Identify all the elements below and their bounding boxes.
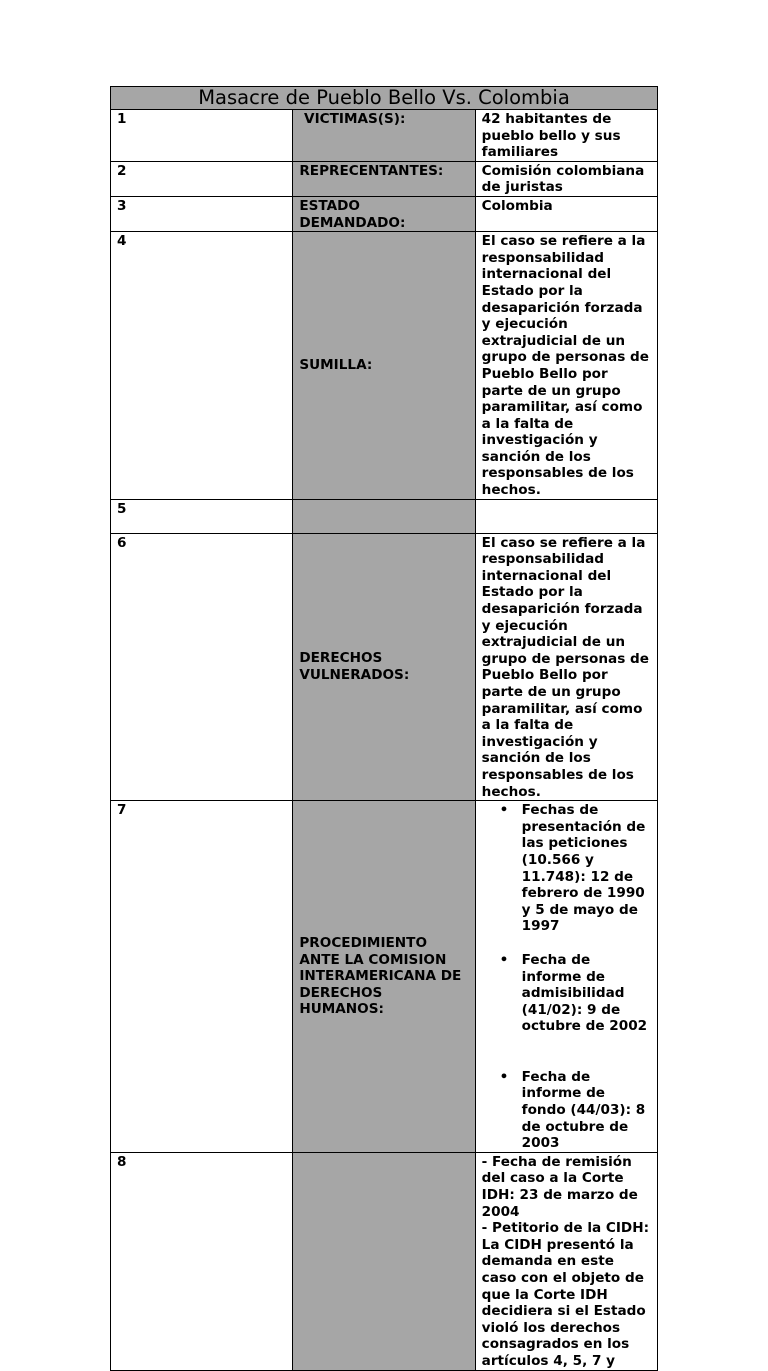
row-number: 5	[111, 499, 293, 533]
bullet-text: Fecha de informe de admisibilidad (41/02): 9 de octubre de 2002	[521, 951, 648, 1035]
row-value: 42 habitantes de pueblo bello y sus familiares	[475, 110, 657, 162]
table-row	[111, 110, 658, 162]
row-label: PROCEDIMIENTO ANTE LA COMISION INTERAMERICANA DE DERECHOS HUMANOS:	[293, 801, 475, 1153]
row-number: 3	[111, 196, 293, 231]
row-number: 2	[111, 161, 293, 196]
bullet-text: Fechas de presentación de las peticiones (10.566 y 11.748): 12 de febrero de 1990 y 5 de mayo de 1997	[521, 802, 646, 935]
case-title: Masacre de Pueblo Bello Vs. Colombia	[111, 87, 658, 110]
bullet-icon: •	[499, 951, 509, 968]
text-line: - Fecha de remisión del caso a la Corte IDH: 23 de marzo de 2004	[481, 1153, 638, 1220]
table-row	[111, 161, 658, 196]
row-value: Comisión colombiana de juristas	[475, 161, 657, 196]
row-label	[293, 1152, 475, 1370]
row-number: 4	[111, 232, 293, 500]
table-row	[111, 232, 658, 500]
table-row	[111, 1152, 658, 1370]
row-value	[475, 801, 657, 1153]
table-row	[111, 801, 658, 1153]
row-label: SUMILLA:	[293, 232, 475, 500]
row-label: ESTADO DEMANDADO:	[293, 196, 475, 231]
bullet-list	[476, 802, 653, 1152]
row-value	[475, 499, 657, 533]
table-row	[111, 196, 658, 231]
list-item	[499, 802, 653, 935]
bullet-icon: •	[499, 802, 509, 819]
case-table	[110, 86, 658, 1371]
row-label: REPRECENTANTES:	[293, 161, 475, 196]
list-item	[499, 1068, 653, 1152]
table-row	[111, 533, 658, 801]
bullet-icon: •	[499, 1068, 509, 1085]
row-value: Colombia	[475, 196, 657, 231]
text-line: - Petitorio de la CIDH: La CIDH presentó la demanda en este caso con el objeto de que la Corte IDH decidiera si el Estado violó los derechos consagrados en los artículos 4, 5, 7 y	[481, 1220, 650, 1369]
table-row	[111, 499, 658, 533]
row-value	[475, 1152, 657, 1370]
row-label	[293, 499, 475, 533]
row-label: VICTIMAS(S):	[293, 110, 475, 162]
row-label: DERECHOS VULNERADOS:	[293, 533, 475, 801]
bullet-text: Fecha de informe de fondo (44/03): 8 de octubre de 2003	[521, 1068, 646, 1152]
row-value: El caso se refiere a la responsabilidad internacional del Estado por la desaparición forzada y ejecución extrajudicial de un grupo de personas de Pueblo Bello por parte de un grupo paramilitar, así como a la falta de investigación y sanción de los responsables de los hechos.	[475, 533, 657, 801]
row-number: 6	[111, 533, 293, 801]
title-row	[111, 87, 658, 110]
row-number: 8	[111, 1152, 293, 1370]
list-item	[499, 951, 653, 1035]
row-number: 1	[111, 110, 293, 162]
row-value: El caso se refiere a la responsabilidad internacional del Estado por la desaparición forzada y ejecución extrajudicial de un grupo de personas de Pueblo Bello por parte de un grupo paramilitar, así como a la falta de investigación y sanción de los responsables de los hechos.	[475, 232, 657, 500]
row-number: 7	[111, 801, 293, 1153]
